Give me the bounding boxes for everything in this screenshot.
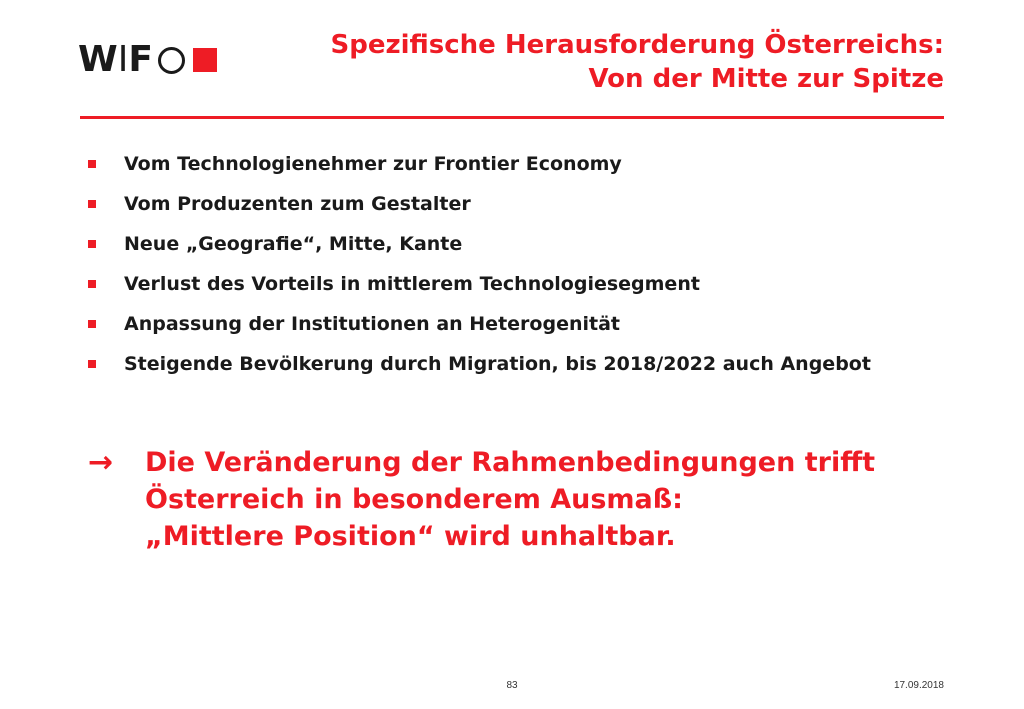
logo-square-icon (193, 48, 217, 72)
bullet-square-icon (88, 200, 96, 208)
slide-title (331, 28, 945, 96)
conclusion-block (88, 444, 875, 555)
bullet-item (88, 264, 871, 304)
bullet-item (88, 224, 871, 264)
bullet-square-icon (88, 360, 96, 368)
logo-letter-f: F (128, 39, 152, 80)
bullet-square-icon (88, 160, 96, 168)
title-divider (80, 116, 944, 119)
conclusion-line-3: „Mittlere Position“ wird unhaltbar. (145, 521, 676, 552)
logo-wordmark (78, 40, 152, 80)
wifo-logo (78, 40, 217, 80)
conclusion-line-2: Österreich in besonderem Ausmaß: (145, 484, 683, 515)
footer-date: 17.09.2018 (893, 680, 944, 691)
bullet-item (88, 344, 871, 384)
bullet-text: Neue „Geografie“, Mitte, Kante (124, 233, 463, 255)
logo-letter-w: W (78, 39, 117, 80)
bullet-text: Vom Produzenten zum Gestalter (124, 193, 471, 215)
conclusion-line-1: Die Veränderung der Rahmenbedingungen trifft (145, 447, 875, 478)
conclusion-text (145, 444, 875, 555)
bullet-list (88, 144, 871, 384)
bullet-item (88, 304, 871, 344)
logo-circle-icon (158, 47, 185, 74)
bullet-text: Anpassung der Institutionen an Heterogenität (124, 313, 620, 335)
bullet-text: Vom Technologienehmer zur Frontier Economy (124, 153, 622, 175)
logo-separator: I (117, 39, 128, 80)
bullet-square-icon (88, 280, 96, 288)
bullet-text: Steigende Bevölkerung durch Migration, bis 2018/2022 auch Angebot (124, 353, 871, 375)
page-number: 83 (506, 680, 518, 691)
bullet-item (88, 144, 871, 184)
right-arrow-icon: → (88, 445, 114, 480)
bullet-square-icon (88, 240, 96, 248)
slide-title-line-1: Spezifische Herausforderung Österreichs: (330, 30, 944, 60)
slide-title-line-2: Von der Mitte zur Spitze (588, 64, 944, 94)
bullet-text: Verlust des Vorteils in mittlerem Technologiesegment (124, 273, 700, 295)
bullet-square-icon (88, 320, 96, 328)
bullet-item (88, 184, 871, 224)
